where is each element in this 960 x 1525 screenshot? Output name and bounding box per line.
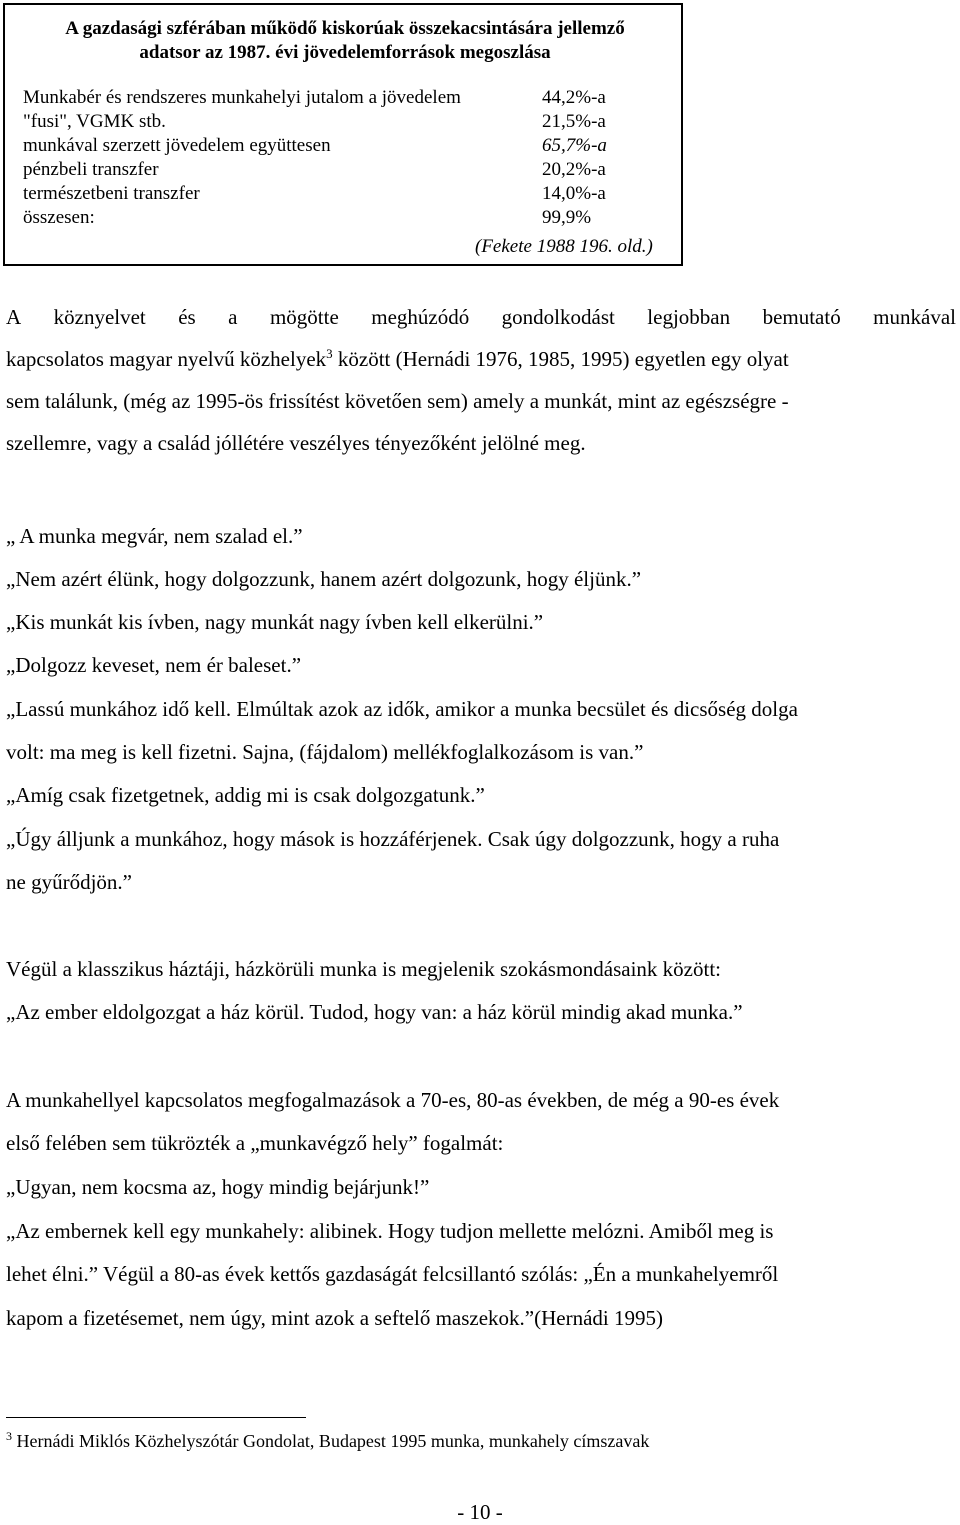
quote: „Ugyan, nem kocsma az, hogy mindig bejárjunk!” xyxy=(6,1175,430,1199)
line-text: kapcsolatos magyar nyelvű közhelyek xyxy=(6,347,327,371)
page-number: - 10 - xyxy=(457,1500,503,1524)
paragraph-line xyxy=(6,338,956,380)
word: bemutató xyxy=(762,305,841,329)
word: munkával xyxy=(873,305,956,329)
quote: „Dolgozz keveset, nem ér baleset.” xyxy=(6,653,302,677)
footnote-divider xyxy=(6,1417,306,1418)
box-title-line1: A gazdasági szférában működő kiskorúak összekacsintására jellemző xyxy=(65,18,625,39)
statistics-box xyxy=(3,3,683,266)
paragraph-3-line: A munkahellyel kapcsolatos megfogalmazások a 70-es, 80-as években, de még a 90-es évek xyxy=(6,1088,780,1112)
paragraph-line: szellemre, vagy a család jóllétére veszélyes tényezőként jelölné meg. xyxy=(6,431,586,455)
word: gondolkodást xyxy=(501,305,615,329)
line-text: között (Hernádi 1976, 1985, 1995) egyetlen egy olyat xyxy=(332,347,789,371)
quote: volt: ma meg is kell fizetni. Sajna, (fájdalom) mellékfoglalkozásom is van.” xyxy=(6,740,644,764)
stat-value: 21,5%-a xyxy=(542,111,606,132)
paragraph-3-line: első felében sem tükrözték a „munkavégző hely” fogalmát: xyxy=(6,1131,504,1155)
line-text xyxy=(6,296,956,338)
stat-label: "fusi", VGMK stb. xyxy=(23,111,166,132)
word: legjobban xyxy=(647,305,731,329)
quote: „Kis munkát kis ívben, nagy munkát nagy ívben kell elkerülni.” xyxy=(6,610,544,634)
stat-value: 14,0%-a xyxy=(542,183,606,204)
stat-value: 20,2%-a xyxy=(542,159,606,180)
paragraph-2-line: Végül a klasszikus háztáji, házkörüli munka is megjelenik szokásmondásaink között: xyxy=(6,957,721,981)
footnote-text: Hernádi Miklós Közhelyszótár Gondolat, Budapest 1995 munka, munkahely címszavak xyxy=(12,1431,650,1451)
quote: „Az ember eldolgozgat a ház körül. Tudod, hogy van: a ház körül mindig akad munka.” xyxy=(6,1000,743,1024)
stat-label: összesen: xyxy=(23,207,95,228)
footnote xyxy=(6,1431,649,1452)
stat-label: munkával szerzett jövedelem együttesen xyxy=(23,135,331,156)
quote: „Úgy álljunk a munkához, hogy mások is hozzáférjenek. Csak úgy dolgozzunk, hogy a ruha xyxy=(6,827,780,851)
stat-value: 99,9% xyxy=(542,207,592,228)
stat-value: 65,7%-a xyxy=(542,135,607,156)
footnote-ref: 3 xyxy=(326,346,333,361)
box-title-line2: adatsor az 1987. évi jövedelemforrások megoszlása xyxy=(139,42,551,63)
quote: „ A munka megvár, nem szalad el.” xyxy=(6,524,303,548)
word: a xyxy=(228,305,238,329)
quote: „Nem azért élünk, hogy dolgozzunk, hanem azért dolgozunk, hogy éljünk.” xyxy=(6,567,642,591)
box-source: (Fekete 1988 196. old.) xyxy=(475,236,653,257)
paragraph-line xyxy=(6,296,956,338)
word: köznyelvet xyxy=(53,305,146,329)
paragraph-1 xyxy=(6,296,956,464)
word: és xyxy=(178,305,196,329)
quote: „Lassú munkához idő kell. Elmúltak azok az idők, amikor a munka becsület és dicsőség dolga xyxy=(6,697,798,721)
word: A xyxy=(6,305,22,329)
word: meghúzódó xyxy=(371,305,470,329)
stat-label: pénzbeli transzfer xyxy=(23,159,159,180)
quote: kapom a fizetésemet, nem úgy, mint azok a seftelő maszekok.”(Hernádi 1995) xyxy=(6,1306,663,1330)
quote: „Az embernek kell egy munkahely: alibinek. Hogy tudjon mellette melózni. Amiből meg is xyxy=(6,1219,774,1243)
quote: ne gyűrődjön.” xyxy=(6,870,132,894)
quote: „Amíg csak fizetgetnek, addig mi is csak dolgozgatunk.” xyxy=(6,783,485,807)
paragraph-line: sem találunk, (még az 1995-ös frissítést követően sem) amely a munkát, mint az egészségre - xyxy=(6,389,789,413)
footnote-number: 3 xyxy=(6,1429,12,1443)
quote: lehet élni.” Végül a 80-as évek kettős gazdaságát felcsillantó szólás: „Én a munkahelyemről xyxy=(6,1262,779,1286)
word: mögötte xyxy=(269,305,339,329)
stat-label: természetbeni transzfer xyxy=(23,183,200,204)
stat-value: 44,2%-a xyxy=(542,87,606,108)
stat-label: Munkabér és rendszeres munkahelyi jutalom a jövedelem xyxy=(23,87,461,108)
